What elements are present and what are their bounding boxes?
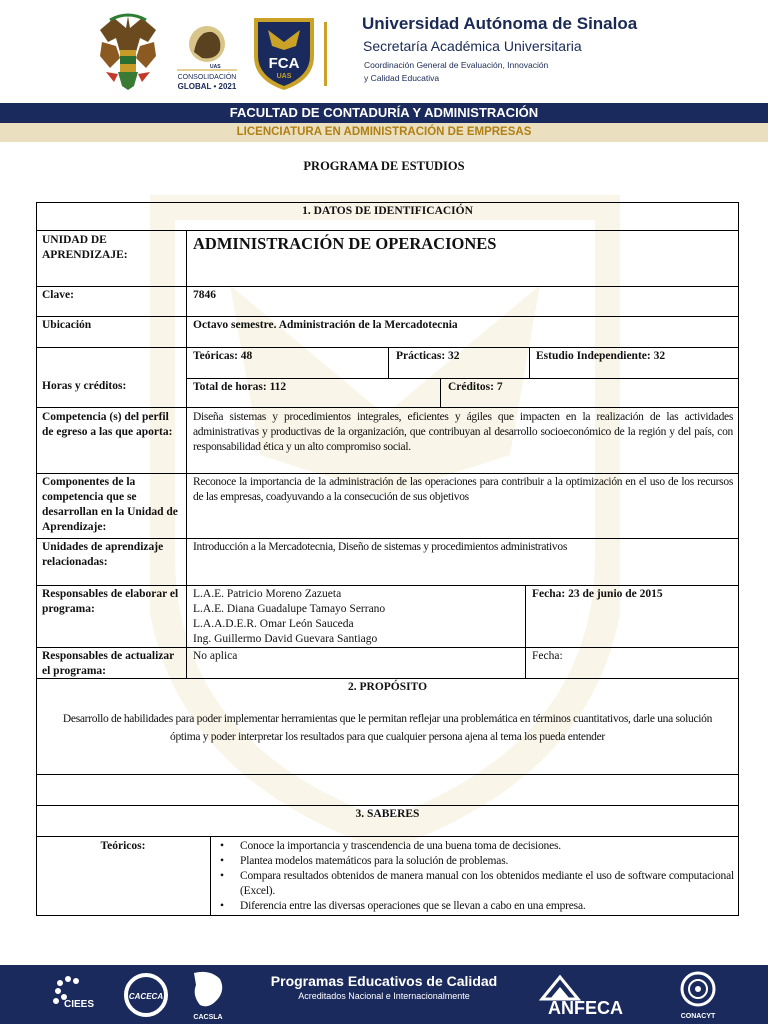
- section-3-title: 3. SABERES: [355, 808, 420, 820]
- section-2-title: 2. PROPÓSITO: [347, 681, 428, 693]
- anfeca-logo: [538, 973, 658, 1017]
- cons-uas-text: UAS: [210, 64, 221, 70]
- secretariat-name: Secretaría Académica Universitaria: [363, 38, 582, 54]
- teoricos-item: • Plantea modelos matemáticos para la solución de problemas.: [212, 854, 734, 869]
- coordination-line-2: y Calidad Educativa: [364, 73, 440, 83]
- page-footer: [0, 965, 768, 1024]
- fca-logo-sub-text: UAS: [276, 73, 292, 80]
- teoricos-item: • Conoce la importancia y trascendencia de una buena toma de decisiones.: [212, 839, 734, 854]
- unidades-value: Introducción a la Mercadotecnia, Diseño de sistemas y procedimientos administrativos: [193, 541, 567, 553]
- competencia-value: Diseña sistemas y procedimientos integrales, eficientes y ágiles que impacten en la realización de las actividades administrativas y productivas de la organización, que contribuyan al desarrollo socioeconómico de la región y del país, con responsabilidad ética y un alto compromiso social.: [193, 411, 733, 453]
- resp-elaborar-4: Ing. Guillermo David Guevara Santiago: [193, 633, 378, 645]
- header-divider: [324, 22, 327, 86]
- fecha-actualizacion: Fecha:: [532, 650, 563, 662]
- ubicacion-value: Octavo semestre. Administración de la Mercadotecnia: [193, 319, 458, 331]
- cons-line1-text: CONSOLIDACIÓN: [177, 74, 237, 81]
- footer-title: Programas Educativos de Calidad: [270, 973, 498, 989]
- competencia-label: Competencia (s) del perfil de egreso a las que aporta:: [42, 411, 173, 438]
- resp-actualizar-value: No aplica: [193, 650, 238, 662]
- teoricas-hours: Teóricas: 48: [193, 350, 253, 362]
- creditos: Créditos: 7: [448, 381, 503, 393]
- estudio-hours: Estudio Independiente: 32: [536, 350, 666, 362]
- unidad-label: UNIDAD DE APRENDIZAJE:: [42, 234, 128, 261]
- resp-elaborar-2: L.A.E. Diana Guadalupe Tamayo Serrano: [193, 603, 386, 615]
- resp-actualizar-label: Responsables de actualizar el programa:: [42, 650, 175, 677]
- document-title: PROGRAMA DE ESTUDIOS: [303, 159, 465, 173]
- faculty-banner: FACULTAD DE CONTADURÍA Y ADMINISTRACIÓN: [0, 103, 768, 123]
- teoricos-item: • Compara resultados obtenidos de manera manual con los obtenidos mediante el uso de software computacional (Excel).: [212, 869, 734, 899]
- footer-subtitle: Acreditados Nacional e Internacionalmente: [298, 991, 470, 1001]
- fca-logo-text: FCA: [268, 55, 300, 72]
- horas-label: Horas y créditos:: [42, 380, 127, 392]
- resp-elaborar-3: L.A.A.D.E.R. Omar León Sauceda: [193, 618, 354, 630]
- ubicacion-label: Ubicación: [42, 319, 92, 331]
- teoricos-item: • Diferencia entre las diversas operaciones que se llevan a cabo en una empresa.: [212, 899, 734, 914]
- componentes-label: Componentes de la competencia que se desarrollan en la Unidad de Aprendizaje:: [42, 476, 178, 533]
- clave-label: Clave:: [42, 289, 74, 301]
- componentes-value: Reconoce la importancia de la administración de las operaciones para contribuir a la optimización en el uso de los recursos de las empresas, coadyuvando a la consecución de sus objetivos: [193, 476, 733, 503]
- teoricos-label: Teóricos:: [100, 840, 146, 852]
- program-banner: LICENCIATURA EN ADMINISTRACIÓN DE EMPRESAS: [0, 123, 768, 142]
- anfeca-text: ANFECA: [548, 998, 623, 1017]
- conacyt-logo: [670, 969, 726, 1023]
- consolidacion-global-logo: [172, 22, 242, 92]
- unidades-label: Unidades de aprendizaje relacionadas:: [42, 541, 164, 568]
- conacyt-text: CONACYT: [680, 1013, 716, 1020]
- resp-elaborar-1: L.A.E. Patricio Moreno Zazueta: [193, 588, 342, 600]
- university-name: Universidad Autónoma de Sinaloa: [362, 14, 638, 33]
- unidad-value: ADMINISTRACIÓN DE OPERACIONES: [193, 234, 497, 253]
- cons-line2-text: GLOBAL • 2021: [177, 82, 237, 91]
- coordination-line-1: Coordinación General de Evaluación, Innovación: [364, 60, 549, 70]
- fecha-elaboracion: Fecha: 23 de junio de 2015: [532, 588, 663, 600]
- teoricos-list: [212, 839, 734, 914]
- clave-value: 7846: [193, 289, 216, 301]
- practicas-hours: Prácticas: 32: [396, 350, 460, 362]
- program-form: [36, 202, 739, 916]
- proposito-text: Desarrollo de habilidades para poder implementar herramientas que le permitan reflejar una problemática en términos cuantitativos, darle una solución óptima y poder interpretar los resultados para que cualquier persona ajena al tema los pueda entender: [62, 713, 713, 743]
- fca-shield-logo: [252, 16, 316, 92]
- ciees-text: CIEES: [64, 999, 95, 1010]
- resp-elaborar-label: Responsables de elaborar el programa:: [42, 588, 179, 615]
- uas-eagle-logo: [96, 12, 160, 92]
- section-1-title: 1. DATOS DE IDENTIFICACIÓN: [302, 205, 473, 217]
- page-header: [0, 0, 768, 100]
- total-horas: Total de horas: 112: [193, 381, 287, 393]
- caceca-text: CACECA: [128, 992, 164, 1001]
- cacsla-text: CACSLA: [193, 1014, 223, 1021]
